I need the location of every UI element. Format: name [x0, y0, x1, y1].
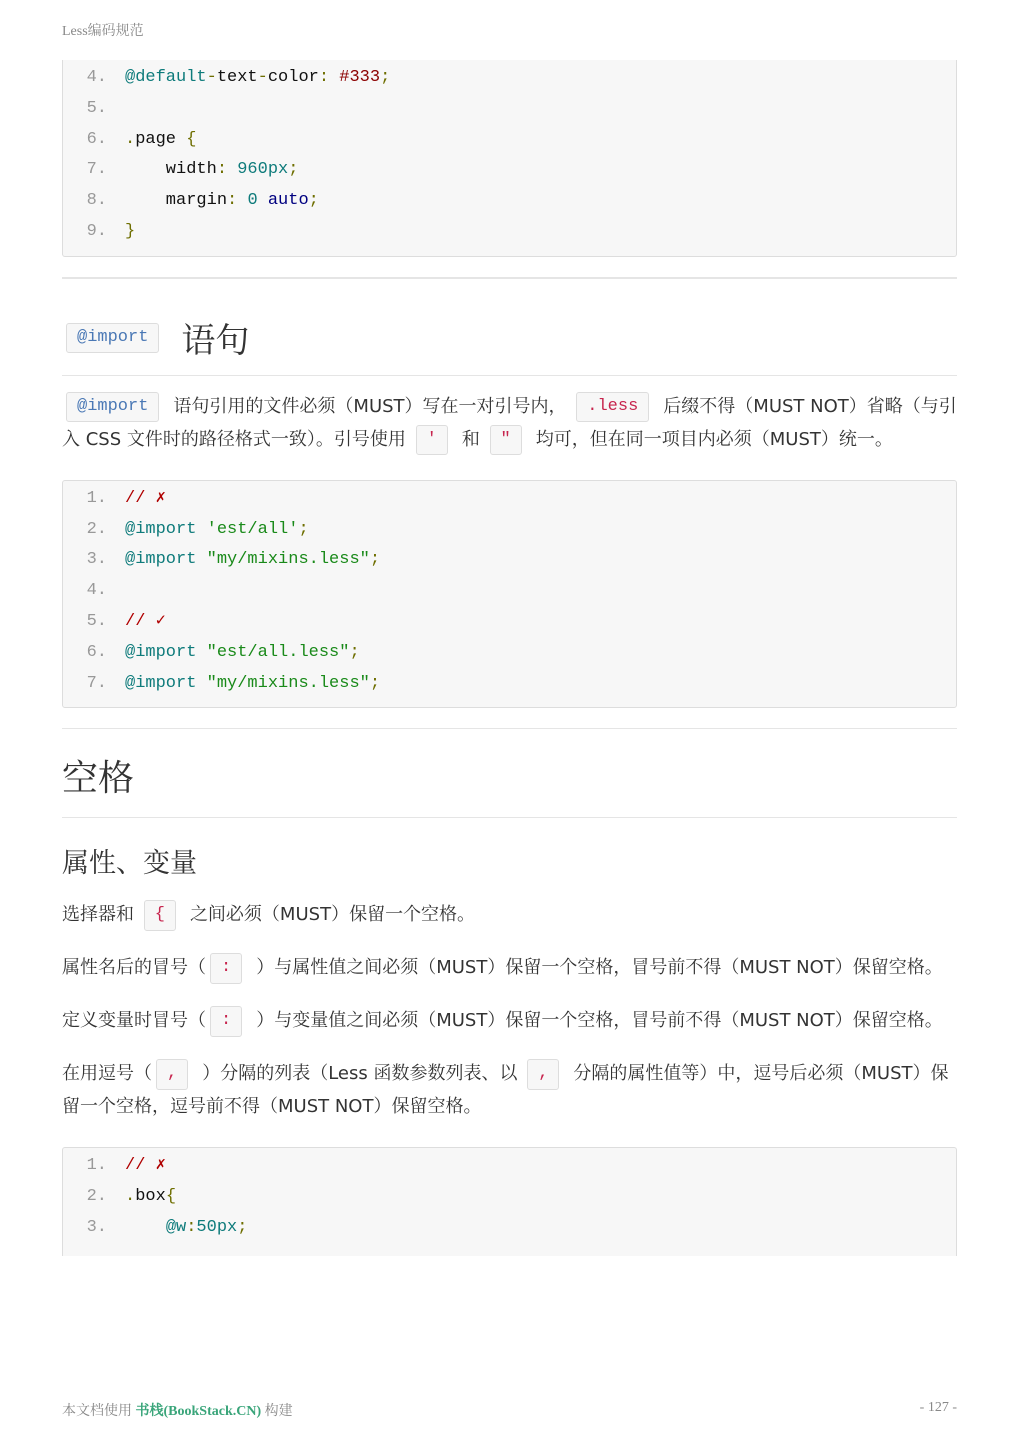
inline-code-single-quote: ' — [416, 425, 448, 455]
line-number: 3. — [86, 550, 107, 570]
line-number: 6. — [86, 129, 107, 149]
line-number: 1. — [86, 1156, 107, 1176]
code-line — [63, 186, 956, 217]
page-footer — [62, 1400, 957, 1420]
import-rule-paragraph — [62, 390, 957, 456]
inline-code-double-quote: " — [490, 425, 522, 455]
code-token: { — [165, 1187, 177, 1207]
code-token: 0 — [247, 191, 268, 211]
code-token: - — [257, 68, 268, 87]
code-token: "my/mixins.less" — [206, 550, 370, 570]
para-text: 选择器和 — [62, 904, 134, 926]
inline-code-import: @import — [66, 392, 159, 422]
code-token: : — [227, 191, 248, 211]
code-block-box-example — [62, 1147, 957, 1255]
code-token: ; — [380, 68, 391, 87]
code-token: "my/mixins.less" — [206, 673, 370, 693]
section-divider — [62, 277, 957, 279]
heading-import — [62, 301, 957, 376]
page-number: - 127 - — [919, 1400, 957, 1415]
footer-prefix: 本文档使用 — [62, 1404, 132, 1419]
code-line — [63, 545, 956, 576]
code-block-import-examples — [62, 480, 957, 709]
rule-colon-variable — [62, 1004, 957, 1037]
line-number: 9. — [86, 221, 107, 241]
para-text: 在用逗号（ — [62, 1063, 152, 1085]
code-token: width — [125, 160, 217, 180]
inline-code-comma: , — [156, 1059, 188, 1089]
footer-brand-link[interactable]: 书栈(BookStack.CN) — [135, 1404, 262, 1419]
heading-code-import: @import — [66, 323, 159, 353]
code-line — [63, 217, 956, 248]
code-token: @import — [125, 550, 207, 570]
code-token: "est/all.less" — [206, 642, 350, 662]
code-line — [63, 63, 956, 94]
code-token: auto — [267, 191, 309, 211]
code-line — [63, 484, 956, 515]
code-token: margin — [125, 191, 228, 211]
code-token: ; — [369, 673, 381, 693]
code-line — [63, 576, 956, 607]
code-token: . — [125, 129, 136, 149]
line-number: 5. — [86, 98, 107, 118]
heading-props-vars: 属性、变量 — [62, 848, 197, 880]
line-number: 5. — [86, 611, 107, 631]
line-number: 4. — [86, 581, 107, 601]
code-token: : — [318, 68, 340, 87]
code-line — [63, 607, 956, 638]
line-number: 1. — [86, 488, 107, 508]
code-token: @import — [125, 673, 207, 693]
code-token: ; — [349, 642, 360, 662]
code-token: ; — [298, 519, 309, 539]
code-line — [63, 125, 956, 156]
code-token: // ✗ — [125, 488, 166, 508]
code-line — [63, 1182, 956, 1213]
code-token: @import — [125, 519, 207, 539]
code-line — [63, 94, 956, 125]
heading-space: 空格 — [62, 733, 957, 818]
code-token: . — [125, 1187, 136, 1207]
code-token: ; — [369, 550, 381, 570]
code-token: ; — [237, 1217, 248, 1237]
inline-code-brace: { — [144, 900, 176, 930]
line-number: 2. — [86, 1187, 107, 1207]
code-token: page — [135, 129, 187, 149]
code-token: : — [216, 160, 238, 180]
section-divider — [62, 728, 957, 729]
code-line — [63, 155, 956, 186]
code-token: box — [135, 1187, 166, 1207]
inline-code-less: .less — [576, 392, 649, 422]
rule-comma-space — [62, 1057, 957, 1123]
line-number: 3. — [86, 1217, 107, 1237]
line-number: 6. — [86, 642, 107, 662]
heading-import-text: 语句 — [181, 321, 250, 362]
para-text: 语句引用的文件必须（MUST）写在一对引号内， — [173, 395, 567, 417]
para-text: 分隔的属性值等）中，逗号后必须（MUST）保留一个空格，逗号前不得（MUST NOT）保留空格。 — [62, 1063, 949, 1118]
running-header: Less编码规范 — [62, 24, 144, 39]
code-block-less-page — [62, 60, 957, 257]
code-line — [63, 669, 956, 700]
code-token: // ✗ — [125, 1156, 166, 1176]
para-text: ）与属性值之间必须（MUST）保留一个空格，冒号前不得（MUST NOT）保留空格。 — [256, 957, 943, 979]
line-number: 2. — [86, 519, 107, 539]
code-token: { — [186, 129, 197, 149]
code-token: color — [267, 68, 319, 87]
code-token: #333 — [339, 68, 381, 87]
code-token: @default — [125, 68, 207, 87]
code-token: - — [206, 68, 217, 87]
para-text: ）与变量值之间必须（MUST）保留一个空格，冒号前不得（MUST NOT）保留空格。 — [256, 1010, 943, 1032]
line-number: 7. — [86, 160, 107, 180]
code-line — [63, 1151, 956, 1182]
code-line — [63, 1213, 956, 1244]
para-text: 定义变量时冒号（ — [62, 1010, 206, 1032]
code-line — [63, 515, 956, 546]
line-number: 4. — [86, 68, 107, 87]
code-token: @w — [165, 1217, 187, 1237]
para-text: 之间必须（MUST）保留一个空格。 — [189, 904, 476, 926]
para-text: 和 — [461, 428, 480, 450]
code-token: ; — [288, 160, 299, 180]
inline-code-colon: : — [210, 1006, 242, 1036]
rule-brace-space — [62, 898, 957, 931]
para-text: 属性名后的冒号（ — [62, 957, 206, 979]
code-token: text — [216, 68, 258, 87]
para-text: 后缀不得（MUST NOT）省略（与引入 CSS 文件时的路径格式一致）。引号使用 — [62, 395, 957, 450]
code-token: 960px — [237, 160, 289, 180]
code-token: 50px — [196, 1217, 238, 1237]
line-number: 7. — [86, 673, 107, 693]
code-token: } — [125, 221, 136, 241]
rule-colon-property — [62, 951, 957, 984]
page-content — [62, 60, 957, 1256]
para-text: 均可，但在同一项目内必须（MUST）统一。 — [535, 428, 893, 450]
code-token: // ✓ — [125, 611, 166, 631]
code-line — [63, 638, 956, 669]
para-text: ）分隔的列表（Less 函数参数列表、以 — [202, 1063, 518, 1085]
code-token: @import — [125, 642, 207, 662]
code-token — [125, 1218, 166, 1237]
inline-code-comma: , — [527, 1059, 559, 1089]
inline-code-colon: : — [210, 953, 242, 983]
code-token: : — [186, 1217, 197, 1237]
footer-suffix: 构建 — [264, 1404, 293, 1419]
code-token: 'est/all' — [206, 519, 299, 539]
code-token: ; — [308, 191, 319, 211]
line-number: 8. — [86, 191, 107, 211]
